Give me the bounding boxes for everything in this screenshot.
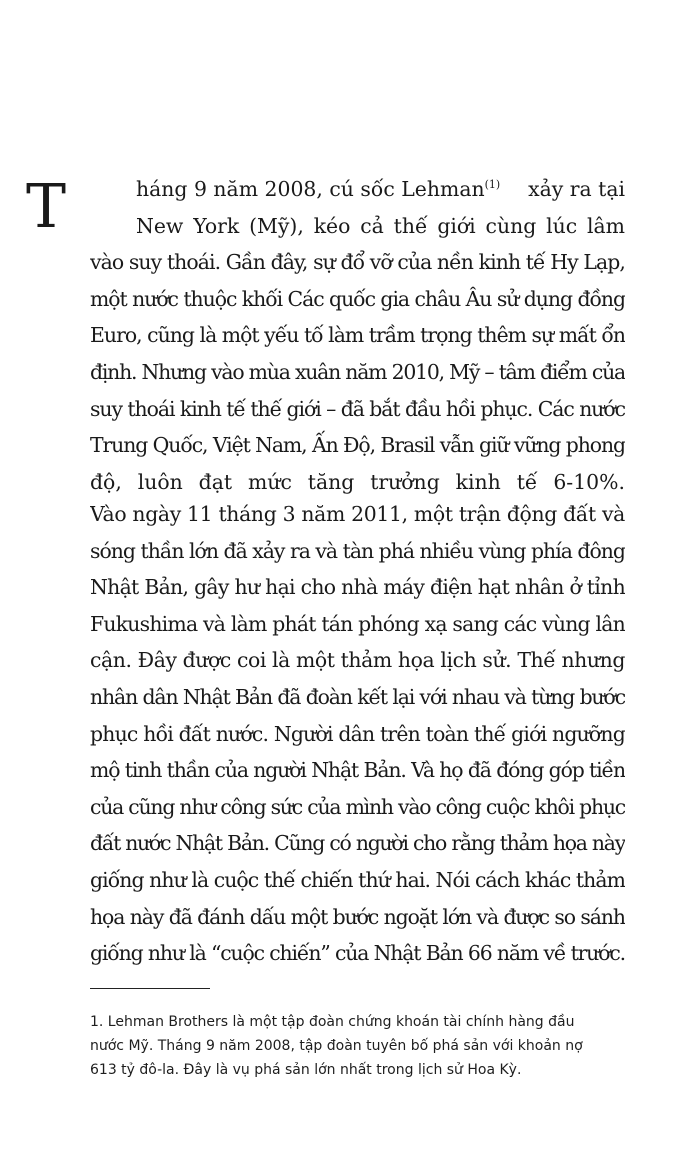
paragraph-2-line-3: Nhật Bản, gây hư hại cho nhà máy điện hạt nhân ở tỉnh	[90, 575, 625, 600]
paragraph-2-line-9: của cũng như công sức của mình vào công cuộc khôi phục	[90, 794, 625, 819]
footnote-line-2: nước Mỹ. Tháng 9 năm 2008, tập đoàn tuyên bố phá sản với khoản nợ	[90, 1037, 583, 1054]
footnote	[90, 1011, 630, 1082]
paragraph-2-line-13: giống như là “cuộc chiến” của Nhật Bản 66 năm về trước.	[90, 941, 625, 966]
paragraph-2-line-5: cận. Đây được coi là một thảm họa lịch sử. Thế nhưng	[90, 648, 625, 673]
paragraph-2-line-4: Fukushima và làm phát tán phóng xạ sang các vùng lân	[90, 611, 625, 636]
footnote-divider	[90, 988, 210, 989]
paragraph-2-line-6: nhân dân Nhật Bản đã đoàn kết lại với nhau và từng bước	[90, 684, 625, 709]
footnote-reference[interactable]: (1)	[484, 178, 501, 192]
paragraph-2-line-11: giống như là cuộc thế chiến thứ hai. Nói cách khác thảm	[90, 867, 625, 892]
paragraph-1-line-8: Trung Quốc, Việt Nam, Ấn Độ, Brasil vẫn giữ vững phong	[90, 433, 625, 458]
drop-cap: T	[26, 172, 67, 242]
paragraph-2	[90, 496, 625, 972]
paragraph-1-line-2: New York (Mỹ), kéo cả thế giới cùng lúc lâm	[136, 213, 625, 238]
paragraph-2-line-10: đất nước Nhật Bản. Cũng có người cho rằng thảm họa này	[90, 831, 625, 856]
paragraph-1-line-5: Euro, cũng là một yếu tố làm trầm trọng thêm sự mất ổn	[90, 323, 625, 348]
footnote-line-1: 1. Lehman Brothers là một tập đoàn chứng khoán tài chính hàng đầu	[90, 1014, 575, 1030]
paragraph-2-line-7: phục hồi đất nước. Người dân trên toàn thế giới ngưỡng	[90, 721, 625, 746]
paragraph-1-line-7: suy thoái kinh tế thế giới – đã bắt đầu hồi phục. Các nước	[90, 396, 625, 421]
paragraph-1-line-4: một nước thuộc khối Các quốc gia châu Âu sử dụng đồng	[90, 286, 625, 311]
paragraph-1-line-6: định. Nhưng vào mùa xuân năm 2010, Mỹ – tâm điểm của	[90, 359, 625, 384]
paragraph-1-line-1	[90, 171, 625, 208]
footnote-line-3: 613 tỷ đô-la. Đây là vụ phá sản lớn nhất trong lịch sử Hoa Kỳ.	[90, 1061, 522, 1078]
paragraph-1-line-3: vào suy thoái. Gần đây, sự đổ vỡ của nền kinh tế Hy Lạp,	[90, 250, 625, 275]
paragraph-2-line-8: mộ tinh thần của người Nhật Bản. Và họ đã đóng góp tiền	[90, 758, 625, 783]
paragraph-2-line-2: sóng thần lớn đã xảy ra và tàn phá nhiều vùng phía đông	[90, 538, 625, 563]
paragraph-1-line-1-tail: xảy ra tại	[528, 177, 625, 201]
paragraph-2-line-12: họa này đã đánh dấu một bước ngoặt lớn và được so sánh	[90, 904, 625, 929]
paragraph-1-line-9: độ, luôn đạt mức tăng trưởng kinh tế 6-10%.	[90, 469, 625, 494]
paragraph-1-line-1-text: háng 9 năm 2008, cú sốc Lehman$^{(1)}$	[136, 177, 501, 201]
paragraph-2-line-1: Vào ngày 11 tháng 3 năm 2011, một trận động đất và	[90, 502, 625, 526]
paragraph-1	[90, 171, 625, 500]
